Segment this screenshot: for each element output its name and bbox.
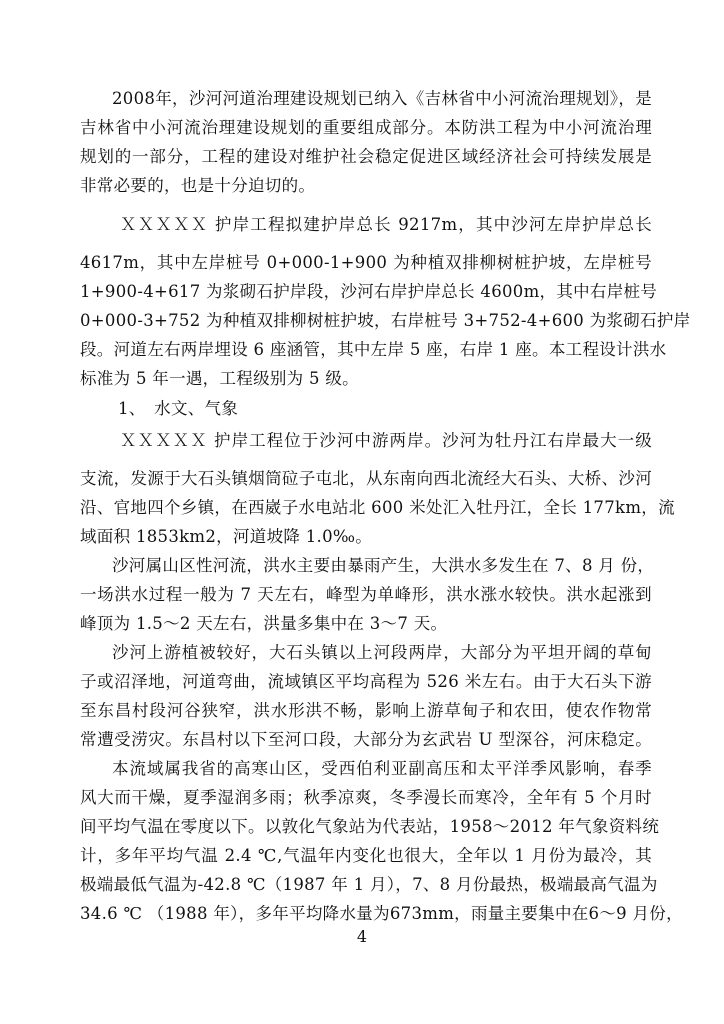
text-line: 沿、官地四个乡镇，在西崴子水电站北 600 米处汇入牡丹江，全长 177km，流	[80, 498, 675, 517]
text-line: 一场洪水过程一般为 7 天左右，峰型为单峰形，洪水涨水较快。洪水起涨到	[80, 585, 652, 604]
text-line: 规划的一部分，工程的建设对维护社会稳定促进区域经济社会可持续发展是	[80, 147, 652, 166]
text-line: 本流域属我省的高寒山区，受西伯利亚副高压和太平洋季风影响，春季	[112, 759, 652, 778]
text-line: 极端最低气温为-42.8 ℃（1987 年 1 月），7、8 月份最热，极端最高气温为	[80, 875, 658, 894]
text-line: 2008年，沙河河道治理建设规划已纳入《吉林省中小河流治理规划》，是	[112, 89, 652, 108]
text-line: 计，多年平均气温 2.4 ℃,气温年内变化也很大，全年以 1 月份为最冷，其	[80, 846, 652, 865]
text-line: 子或沼泽地，河道弯曲，流域镇区平均高程为 526 米左右。由于大石头下游	[80, 672, 652, 691]
text-line: 沙河上游植被较好，大石头镇以上河段两岸，大部分为平坦开阔的草甸	[112, 643, 652, 662]
text-line: 风大而干燥，夏季湿润多雨；秋季凉爽，冬季漫长而寒冷，全年有 5 个月时	[80, 788, 652, 807]
text-line: 34.6 ℃ （1988 年），多年平均降水量为673mm，雨量主要集中在6～9 月份，	[80, 904, 683, 923]
text-line: 支流，发源于大石头镇烟筒砬子屯北，从东南向西北流经大石头、大桥、沙河	[80, 469, 652, 488]
text-line: 段。河道左右两岸埋设 6 座涵管，其中左岸 5 座，右岸 1 座。本工程设计洪水	[80, 340, 667, 359]
section-heading: 1、 水文、气象	[118, 399, 239, 418]
page-number: 4	[356, 927, 368, 946]
text-line: 0+000-3+752 为种植双排柳树桩护坡，右岸桩号 3+752-4+600 为浆砌石护岸	[80, 311, 691, 330]
text-line: ＸＸＸＸＸ 护岸工程拟建护岸总长 9217m，其中沙河左岸护岸总长	[120, 215, 652, 234]
text-line: 1+900-4+617 为浆砌石护岸段，沙河右岸护岸总长 4600m，其中右岸桩号	[80, 282, 658, 301]
text-line: 间平均气温在零度以下。以敦化气象站为代表站，1958～2012 年气象资料统	[80, 817, 660, 836]
text-line: 4617m，其中左岸桩号 0+000-1+900 为种植双排柳树桩护坡，左岸桩号	[80, 253, 652, 272]
text-line: ＸＸＸＸＸ 护岸工程位于沙河中游两岸。沙河为牡丹江右岸最大一级	[120, 431, 652, 450]
text-line: 常遭受涝灾。东昌村以下至河口段，大部分为玄武岩 U 型深谷，河床稳定。	[80, 730, 652, 749]
text-line: 标准为 5 年一遇，工程级别为 5 级。	[80, 369, 359, 388]
text-line: 至东昌村段河谷狭窄，洪水形洪不畅，影响上游草甸子和农田，使农作物常	[80, 701, 652, 720]
text-line: 域面积 1853km2，河道坡降 1.0‰。	[80, 527, 373, 546]
text-line: 吉林省中小河流治理建设规划的重要组成部分。本防洪工程为中小河流治理	[80, 118, 652, 137]
text-line: 峰顶为 1.5～2 天左右，洪量多集中在 3～7 天。	[80, 614, 448, 633]
text-line: 沙河属山区性河流，洪水主要由暴雨产生，大洪水多发生在 7、8 月 份，	[112, 556, 655, 575]
text-line: 非常必要的，也是十分迫切的。	[80, 176, 316, 195]
